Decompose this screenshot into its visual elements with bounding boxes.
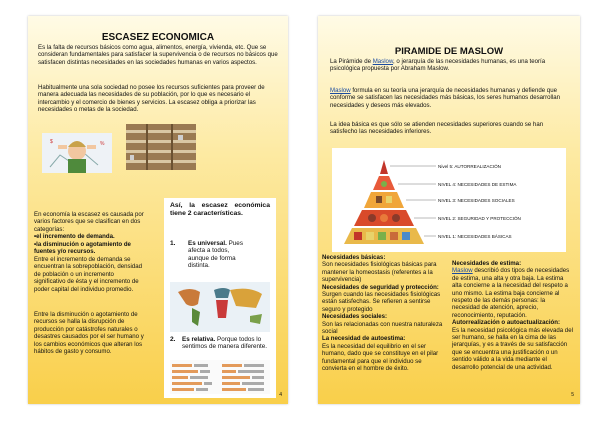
- svg-text:%: %: [100, 141, 105, 147]
- pyramid-level-1: NIVEL 1: NECESIDADES BÁSICAS: [438, 234, 512, 239]
- demand-text: Entre el incremento de demanda se encuentran la sobrepoblación, densidad de población o un incremento significativo de ésta y el incremento de poder capital del individuo promedio.: [34, 256, 143, 293]
- social-text: Son las relacionadas con nuestra naturaleza social: [322, 320, 443, 336]
- intro-paragraph: Es la falta de recursos básicos como agua, alimentos, energía, vivienda, etc. Que se consideran fundamentales para satisfacer la supervivencia o de recursos no básicos que satisfacen distintas necesidades en las sociedades humanas en varios aspectos.: [38, 44, 278, 66]
- char2-text: [182, 336, 270, 351]
- maslow-pyramid-image: [332, 148, 566, 252]
- abraham-maslow-text: Maslow: [427, 65, 448, 73]
- decrease-text: Entre la disminución o agotamiento de recursos se halla la disrupción de producción por catástrofes naturales o desastres causados por el ser humano y los cambios económicos que alteran los hábitos de gasto y consumo.: [34, 311, 144, 356]
- char2-bold: Es relativa.: [182, 336, 216, 343]
- paragraph-2-text: formula en su teoría una jerarquía de necesidades humanas y defiende que conforme se satisfacen las necesidades más básicas, los seres humanos desarrollan necesidades y deseos más elevados.: [330, 87, 560, 109]
- maslow-link-2[interactable]: Maslow: [330, 87, 351, 94]
- pyramid-level-4: NIVEL 4: NECESIDADES DE ESTIMA: [438, 182, 517, 187]
- maslow-link[interactable]: Maslow: [372, 58, 394, 65]
- char2-number: 2.: [170, 336, 176, 343]
- intro-text-b: , o jerarquía de las necesidades humanas, es una teoría psicológica propuesta por Abraham: [330, 58, 546, 73]
- left-column: [322, 254, 444, 373]
- right-column: [452, 260, 574, 371]
- paragraph-2: Habitualmente una sola sociedad no posee los recursos suficientes para proveer de manera adecuada las necesidades de su población, por lo que es necesario el intercambio y el comercio de bienes y servicios. La escasez obliga a priorizar las necesidades o metas de la sociedad.: [38, 84, 265, 114]
- paragraph-3: La idea básica es que sólo se atienden necesidades superiores cuando se han satisfecho las necesidades inferiores.: [330, 121, 544, 136]
- page-escasez: [28, 16, 288, 404]
- intro-paragraph: [330, 58, 570, 73]
- pyramid-level-3: NIVEL 3: NECESIDADES SOCIALES: [438, 198, 515, 203]
- factor-demand: •el incremento de demanda.: [34, 233, 115, 240]
- security-heading: Necesidades de seguridad y protección:: [322, 283, 439, 291]
- world-map-image: [170, 282, 270, 332]
- page-number: 4: [279, 392, 282, 398]
- esteem-text-body: describió dos tipos de necesidades de estima, una alta y otra baja. La estima alta concierne a la necesidad del respeto a uno mismo. La estima baja concierne al respeto de las demás personas: la necesidad de atención, aprecio, reconocimiento, reputación.: [452, 267, 570, 319]
- pyramid-level-5: Nivel 5: AUTORREALIZACIÓN: [438, 164, 501, 169]
- intro-text-c: .: [447, 65, 450, 73]
- esteem-text: [452, 267, 574, 319]
- char2-rest: Porque todos lo sentimos de manera diferente.: [182, 336, 268, 351]
- svg-text:$: $: [50, 139, 53, 145]
- selfesteem-text: Es la necesidad del equilibrio en el ser humano, dado que se constituye en el pilar fundamental para que el individuo se convierta en el hombre de éxito.: [322, 342, 439, 373]
- selfesteem-heading: La necesidad de autoestima:: [322, 335, 406, 343]
- char1-text: [188, 240, 250, 270]
- stressed-person-image: [42, 133, 112, 173]
- factor-resources: •la disminución o agotamiento de fuentes y/o recursos.: [34, 241, 131, 256]
- page-title: ESCASEZ ECONOMICA: [101, 32, 215, 43]
- characteristics-card: [164, 198, 276, 398]
- paragraph-2: [330, 87, 570, 109]
- social-heading: Necesidades sociales:: [322, 313, 388, 321]
- intro-text-a: La Pirámide de: [330, 58, 373, 65]
- statistics-image: [170, 360, 270, 394]
- selfrealization-text: Es la necesidad psicológica más elevada del ser humano, se halla en la cima de las jerarquías, y es a través de su satisfacción que se encuentra una justificación o un sentido válido a la vida mediante el desarrollo potencial de una actividad.: [452, 326, 573, 371]
- page-maslow: [318, 16, 580, 404]
- basic-needs-heading: Necesidades básicas:: [322, 254, 386, 261]
- char1-rest: Pues afecta a todos, aunque de forma distinta.: [188, 240, 243, 270]
- esteem-heading: Necesidades de estima:: [452, 260, 522, 267]
- char1-number: 1.: [170, 240, 176, 247]
- security-text: Surgen cuando las necesidades fisiológicas están satisfechas. Se refieren a sentirse seguro y protegido: [322, 291, 441, 313]
- char1-bold: Es universal.: [188, 240, 227, 247]
- basic-needs-text: Son necesidades fisiológicas básicas para mantener la homeostasis (referentes a la supervivencia): [322, 261, 437, 284]
- characteristics-title: Así, la escasez económica tiene 2 características.: [170, 202, 270, 217]
- selfrealization-heading: Autorrealización o autoactualización:: [452, 319, 561, 327]
- factors-intro: En economía la escasez es causada por varios factores que se clasifican en dos categorías:: [34, 211, 144, 233]
- pyramid-level-2: NIVEL 2: SEGURIDAD Y PROTECCIÓN: [438, 216, 521, 221]
- page-number: 5: [571, 392, 574, 398]
- empty-shelves-image: [126, 124, 196, 170]
- maslow-link-3[interactable]: Maslow: [452, 267, 473, 275]
- page-title: PIRAMIDE DE MASLOW: [394, 46, 504, 57]
